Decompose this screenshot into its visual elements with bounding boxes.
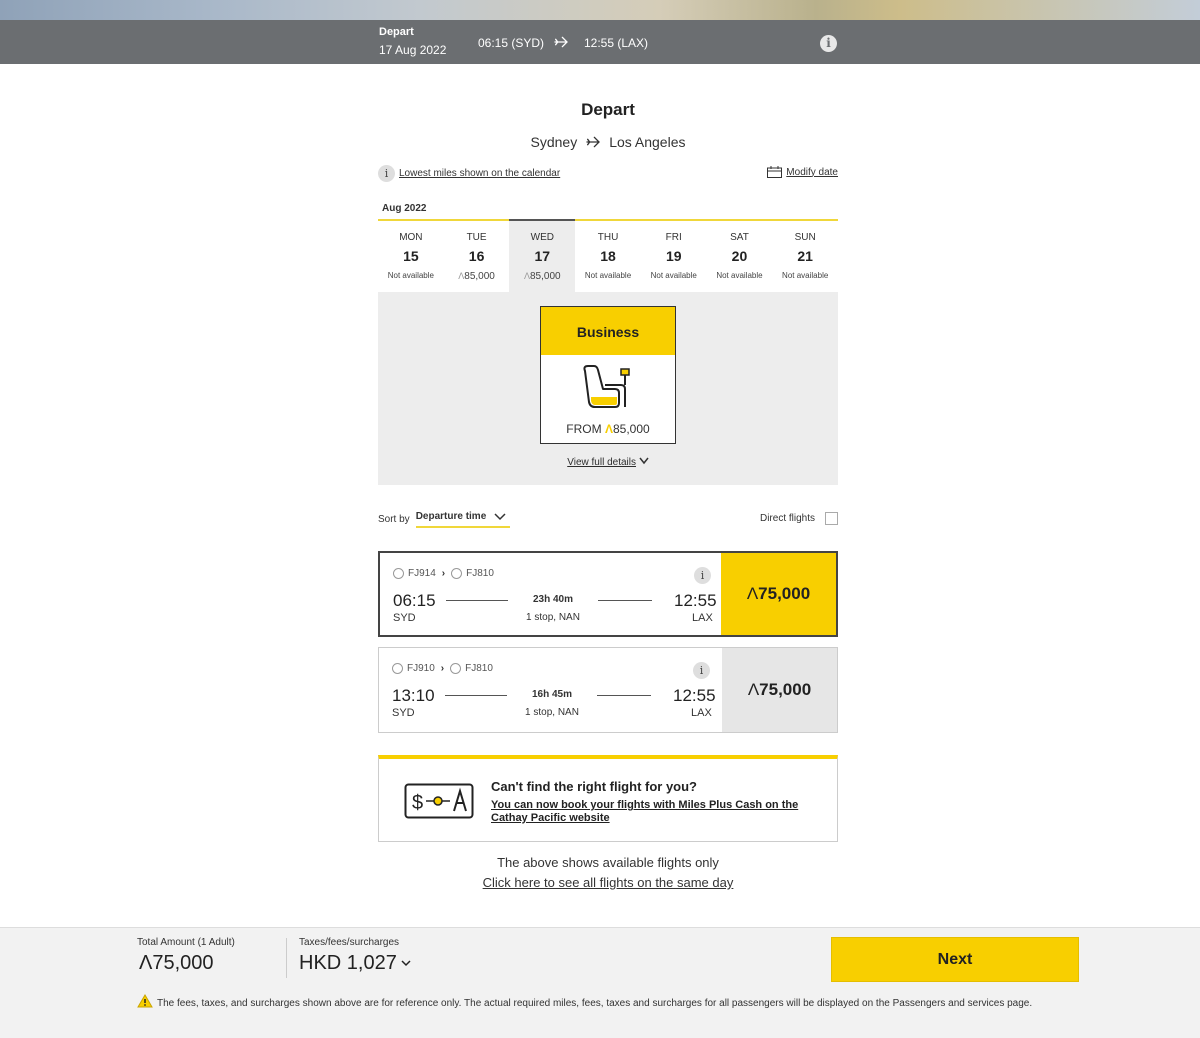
cabin-name: Business [541,307,675,355]
warning-icon [137,994,153,1008]
summary-depart-time: 06:15 (SYD) [478,36,545,50]
page-title: Depart [581,100,635,119]
arrive-airport: LAX [691,707,712,719]
airline-logo-icon [451,568,462,579]
taxes-label: Taxes/fees/surcharges [299,937,400,948]
calendar-icon [767,166,782,178]
summary-arrive-time: 12:55 (LAX) [584,36,649,50]
see-all-flights-link[interactable]: Click here to see all flights on the same day [482,875,734,890]
business-seat-icon [581,363,637,411]
flight-price[interactable]: Λ 75,000 [722,648,837,732]
day-name: WED [530,232,554,243]
day-cell[interactable] [707,221,773,292]
modify-date[interactable] [767,166,838,178]
day-cell[interactable] [444,221,510,292]
sort-select[interactable]: Departure time [416,511,510,528]
plane-icon [585,134,601,150]
flight-stops: 1 stop, NAN [525,707,579,718]
arrive-time: 12:55 [674,591,717,610]
day-date: 20 [731,248,748,264]
airline-logo-icon [392,663,403,674]
day-price: Λ85,000 [458,271,495,282]
origin-city: Sydney [530,134,578,150]
flight-duration: 16h 45m [507,689,597,700]
day-date: 17 [534,248,551,264]
modify-date-link[interactable]: Modify date [786,166,838,178]
chevron-right-icon: › [441,568,446,579]
depart-time: 13:10 [392,686,435,705]
airline-logo-icon [393,568,404,579]
plane-icon [553,34,569,50]
info-icon[interactable]: i [378,165,395,182]
itinerary-summary-bar [0,20,1200,64]
svg-text:$: $ [412,792,424,814]
chevron-right-icon: › [440,663,445,674]
direct-flights-filter [760,512,838,525]
miles-icon: Λ [604,422,613,436]
day-name: THU [597,232,619,243]
day-status: Not available [650,271,697,280]
miles-icon: Λ [139,952,153,974]
flight-codes: FJ914 › FJ810 [393,568,494,579]
flight-option[interactable] [378,647,838,733]
chevron-down-icon [494,513,506,521]
day-name: FRI [665,232,682,243]
lowest-miles-link[interactable]: Lowest miles shown on the calendar [399,168,561,179]
info-icon[interactable]: i [820,35,837,52]
summary-date: 17 Aug 2022 [379,43,447,57]
flight-duration: 23h 40m [508,594,598,605]
miles-icon: Λ [746,584,759,603]
summary-depart-label: Depart [379,26,414,38]
depart-airport: SYD [393,612,416,624]
miles-plus-cash-banner [378,755,838,842]
day-cell[interactable] [641,221,707,292]
week-selector [378,219,838,292]
sort-control [378,511,510,528]
cabin-from-price: FROM Λ85,000 [566,422,650,436]
depart-airport: SYD [392,707,415,719]
total-amount-label: Total Amount (1 Adult) [137,937,235,948]
booking-footer [0,927,1200,1038]
miles-icon: Λ [747,680,760,699]
day-name: MON [399,232,423,243]
day-name: SAT [730,232,749,243]
day-date: 18 [600,248,616,264]
day-name: TUE [466,232,487,243]
sort-label: Sort by [378,514,410,525]
banner-title: Can't find the right flight for you? [491,779,698,794]
flight-price[interactable]: Λ 75,000 [721,553,836,635]
miles-plus-cash-link[interactable]: You can now book your flights with Miles Plus Cash on the Cathay Pacific website [491,799,799,824]
day-cell-selected[interactable] [509,219,575,292]
day-name: SUN [794,232,816,243]
chevron-down-icon [639,457,649,465]
depart-time: 06:15 [393,591,436,610]
day-status: Not available [584,271,632,280]
info-icon[interactable]: i [693,662,710,679]
route-heading [378,134,838,150]
view-full-details-link[interactable]: View full details [378,457,838,468]
flight-stops: 1 stop, NAN [526,612,580,623]
day-date: 16 [468,248,485,264]
chevron-down-icon [401,960,411,967]
miles-plus-cash-icon [404,783,474,819]
hero-image-strip [0,0,1200,20]
day-date: 19 [665,248,682,264]
day-status: Not available [716,271,763,280]
cabin-panel [378,292,838,485]
total-amount-value: Λ75,000 [139,952,214,974]
day-date: 21 [797,248,813,264]
next-button[interactable]: Next [831,937,1079,982]
availability-note: The above shows available flights only [497,855,719,870]
calendar-note [378,165,560,182]
miles-icon: Λ [523,271,530,281]
taxes-toggle[interactable]: HKD 1,027 [299,952,411,975]
arrive-time: 12:55 [673,686,716,705]
day-status: Not available [387,271,434,280]
info-icon[interactable]: i [694,567,711,584]
direct-flights-label: Direct flights [759,513,815,524]
airline-logo-icon [450,663,461,674]
day-status: Not available [782,271,829,280]
day-cell[interactable] [378,221,444,292]
flight-codes: FJ910 › FJ810 [392,663,493,674]
miles-icon: Λ [458,271,465,281]
day-date: 15 [403,248,419,264]
disclaimer: The fees, taxes, and surcharges shown above are for reference only. The actual required miles, fees, taxes and surcharges for all passengers will be displayed on the Passengers and services page. [137,994,1067,1014]
flight-option[interactable] [378,551,838,637]
arrive-airport: LAX [692,612,713,624]
day-cell[interactable] [575,221,641,292]
divider [286,938,287,978]
day-price: Λ85,000 [523,271,561,282]
calendar-month: Aug 2022 [382,203,427,214]
cabin-card-business[interactable] [540,306,676,444]
destination-city: Los Angeles [609,134,686,150]
direct-flights-checkbox[interactable] [825,512,838,525]
day-cell[interactable] [772,221,838,292]
